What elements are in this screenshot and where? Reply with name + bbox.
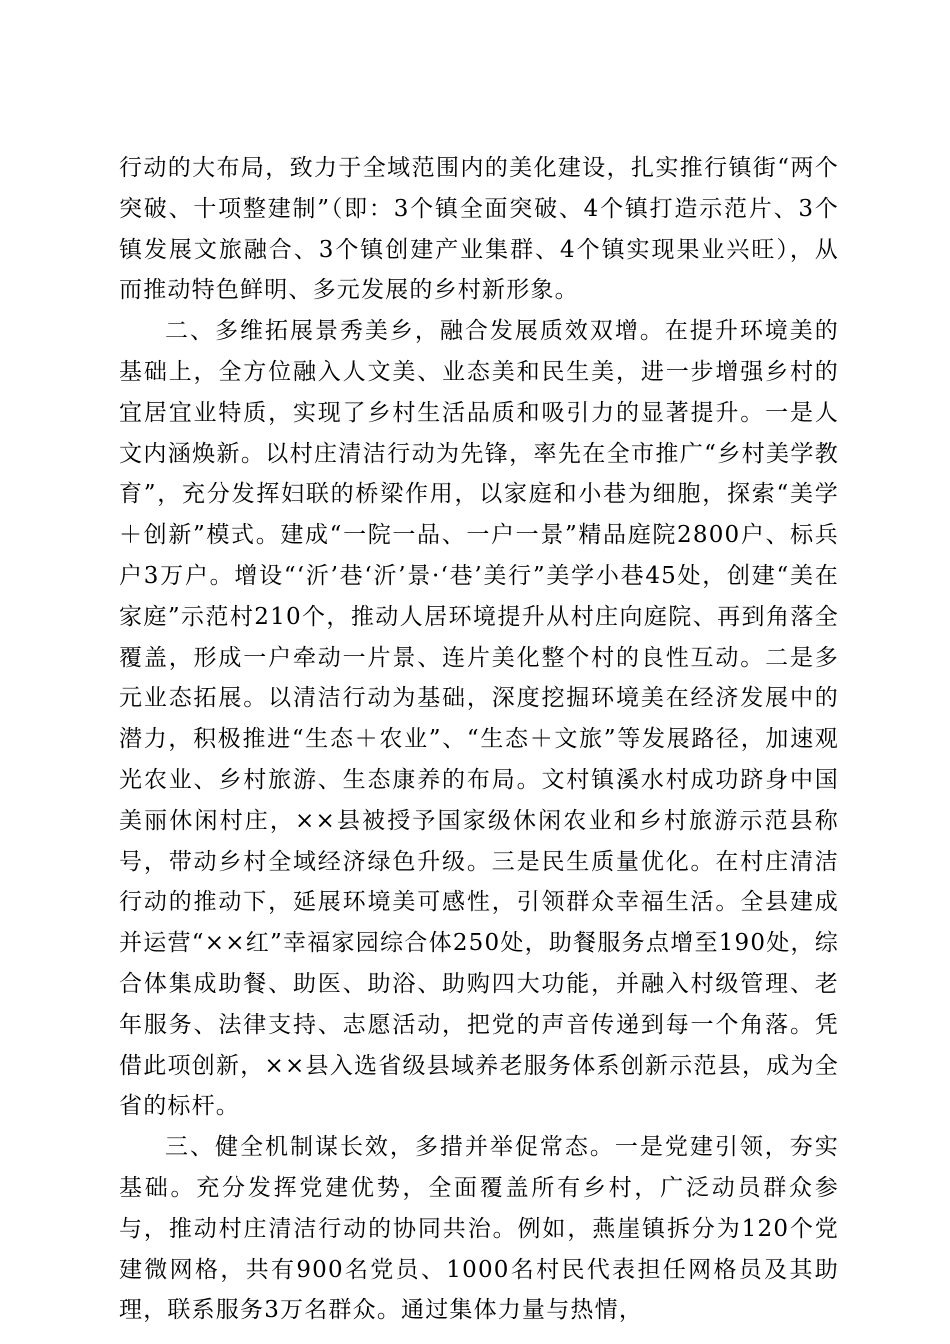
paragraph-section-three: 三、健全机制谋长效，多措并举促常态。一是党建引领，夯实基础。充分发挥党建优势，全面覆盖所有乡村，广泛动员群众参与，推动村庄清洁行动的协同共治。例如，燕崖镇拆分为120个党建微网格，共有900名党员、1000名村民代表担任网格员及其助理，联系服务3万名群众。通过集体力量与热情， — [119, 1134, 839, 1324]
paragraph-section-two: 二、多维拓展景秀美乡，融合发展质效双增。在提升环境美的基础上，全方位融入人文美、业态美和民生美，进一步增强乡村的宜居宜业特质，实现了乡村生活品质和吸引力的显著提升。一是人文内涵焕新。以村庄清洁行动为先锋，率先在全市推广“乡村美学教育”，充分发挥妇联的桥梁作用，以家庭和小巷为细胞，探索“美学＋创新”模式。建成“一院一品、一户一景”精品庭院2800户、标兵户3万户。增设“‘沂’巷‘沂’景·‘巷’美行”美学小巷45处，创建“美在家庭”示范村210个，推动人居环境提升从村庄向庭院、再到角落全覆盖，形成一户牵动一片景、连片美化整个村的良性互动。二是多元业态拓展。以清洁行动为基础，深度挖掘环境美在经济发展中的潜力，积极推进“生态＋农业”、“生态＋文旅”等发展路径，加速观光农业、乡村旅游、生态康养的布局。文村镇溪水村成功跻身中国美丽休闲村庄，××县被授予国家级休闲农业和乡村旅游示范县称号，带动乡村全域经济绿色升级。三是民生质量优化。在村庄清洁行动的推动下，延展环境美可感性，引领群众幸福生活。全县建成并运营“××红”幸福家园综合体250处，助餐服务点增至190处，综合体集成助餐、助医、助浴、助购四大功能，并融入村级管理、老年服务、法律支持、志愿活动，把党的声音传递到每一个角落。凭借此项创新，××县入选省级县域养老服务体系创新示范县，成为全省的标杆。 — [119, 318, 839, 1120]
paragraph-continuation: 行动的大布局，致力于全域范围内的美化建设，扎实推行镇街“两个突破、十项整建制”（即：3个镇全面突破、4个镇打造示范片、3个镇发展文旅融合、3个镇创建产业集群、4个镇实现果业兴旺），从而推动特色鲜明、多元发展的乡村新形象。 — [119, 155, 839, 304]
document-body — [119, 148, 839, 1331]
